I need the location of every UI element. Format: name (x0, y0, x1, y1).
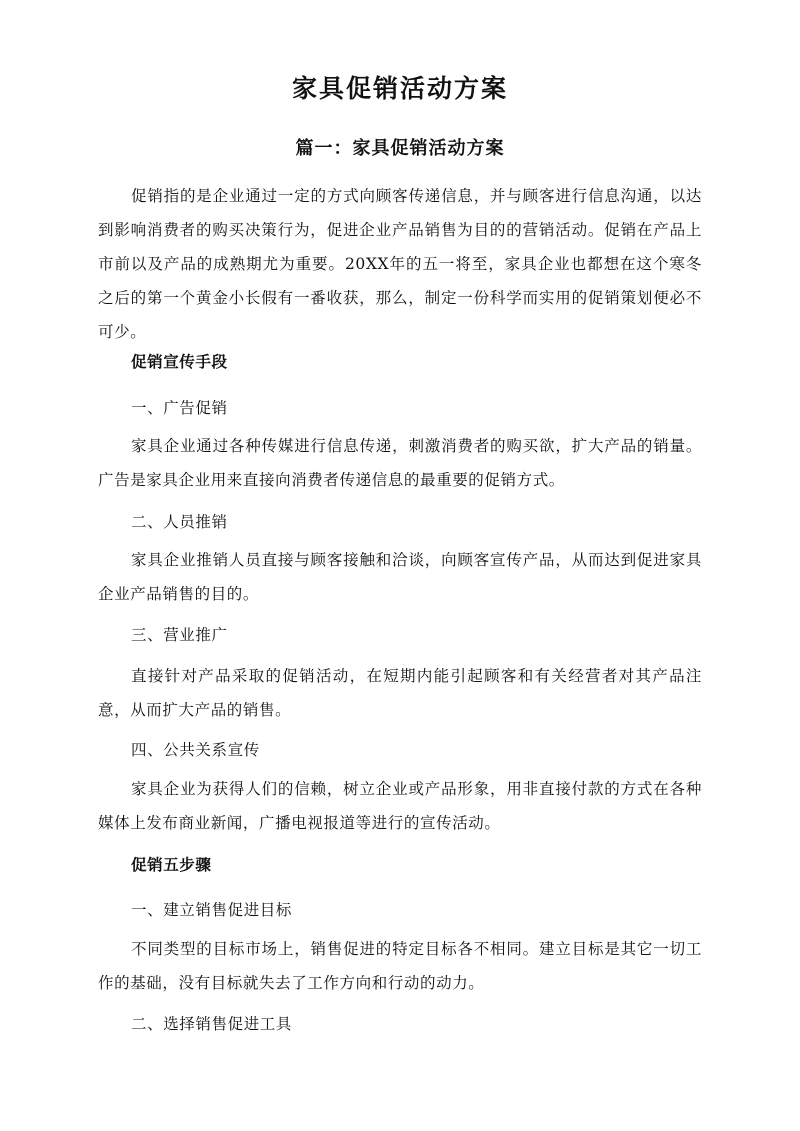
five-steps-heading: 促销五步骤 (131, 855, 212, 874)
intro-paragraph: 促销指的是企业通过一定的方式向顾客传递信息，并与顾客进行信息沟通，以达到影响消费者的购买决策行为，促进企业产品销售为目的的营销活动。促销在产品上市前以及产品的成熟期尤为重要。20XX年的五一将至，家具企业也都想在这个寒冬之后的第一个黄金小长假有一番收获，那么，制定一份科学而实用的促销策划便必不可少。 (98, 187, 702, 341)
promo-means-heading: 促销宣传手段 (131, 352, 228, 371)
sales-promotion-heading: 三、营业推广 (131, 626, 228, 644)
personal-selling-heading: 二、人员推销 (131, 513, 228, 531)
document-title: 家具促销活动方案 (291, 74, 508, 103)
section-title: 篇一：家具促销活动方案 (295, 138, 505, 159)
ad-promo-heading: 一、广告促销 (131, 399, 228, 417)
step-one-paragraph: 不同类型的目标市场上，销售促进的特定目标各不相同。建立目标是其它一切工作的基础，没有目标就失去了工作方向和行动的动力。 (98, 940, 702, 992)
sales-promotion-paragraph: 直接针对产品采取的促销活动，在短期内能引起顾客和有关经营者对其产品注意，从而扩大产品的销售。 (98, 667, 702, 719)
step-one-heading: 一、建立销售促进目标 (131, 901, 293, 919)
public-relations-heading: 四、公共关系宣传 (131, 741, 260, 759)
public-relations-paragraph: 家具企业为获得人们的信赖，树立企业或产品形象，用非直接付款的方式在各种媒体上发布商业新闻，广播电视报道等进行的宣传活动。 (98, 780, 702, 832)
personal-selling-paragraph: 家具企业推销人员直接与顾客接触和洽谈，向顾客宣传产品，从而达到促进家具企业产品销售的目的。 (98, 551, 702, 603)
ad-promo-paragraph: 家具企业通过各种传媒进行信息传递，刺激消费者的购买欲，扩大产品的销量。广告是家具企业用来直接向消费者传递信息的最重要的促销方式。 (98, 437, 702, 489)
step-two-heading: 二、选择销售促进工具 (131, 1015, 293, 1033)
